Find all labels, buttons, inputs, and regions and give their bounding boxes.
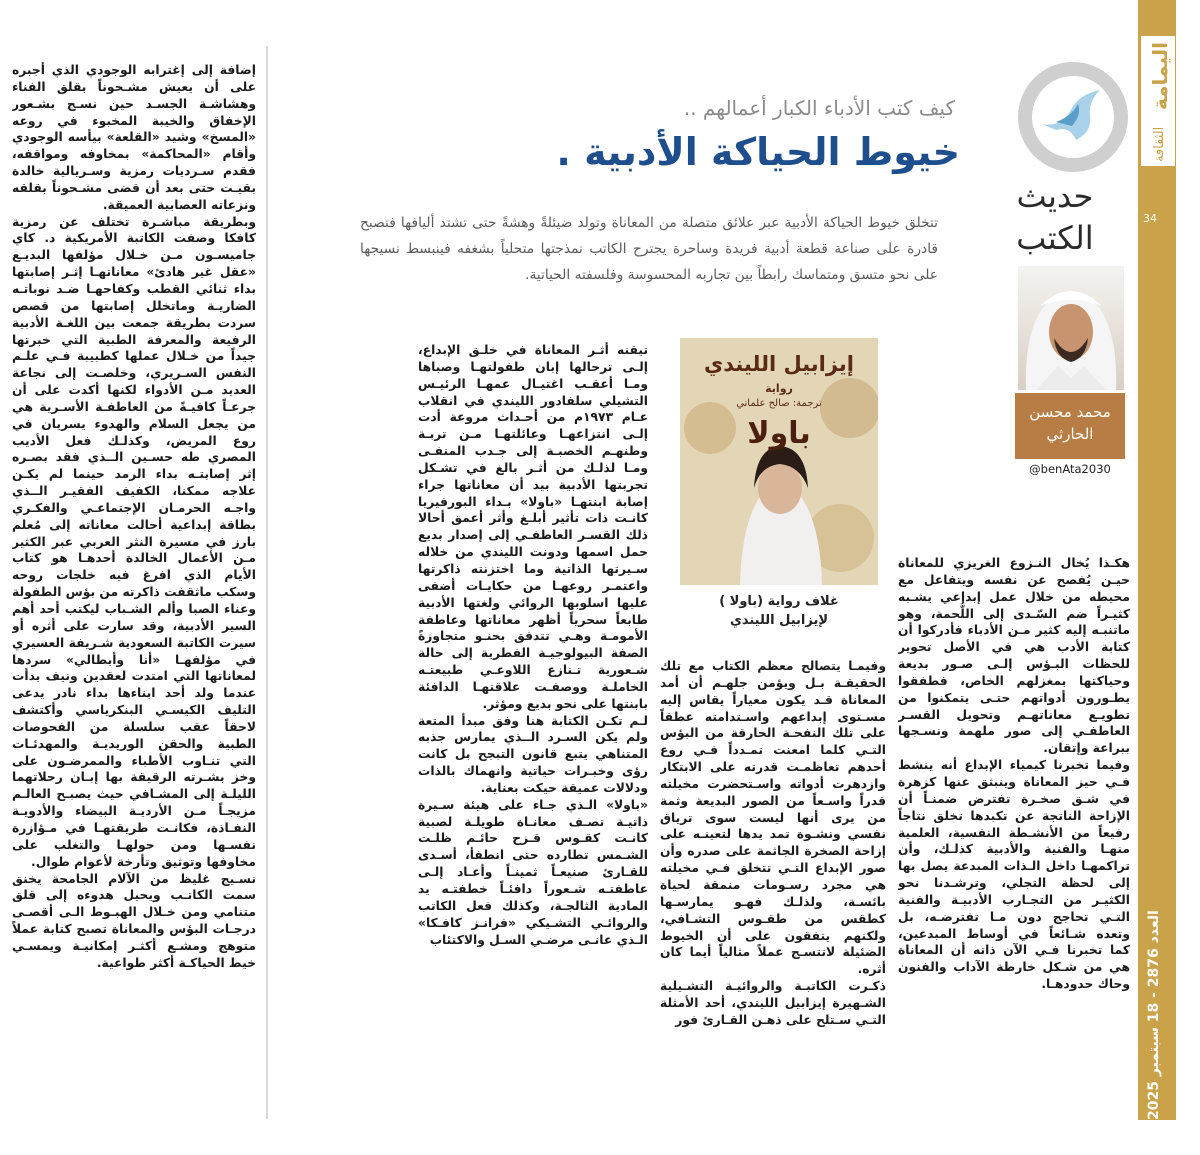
body-column-middle [660,658,886,1105]
author-name-line1: محمد محسن [1029,403,1111,421]
book-cover-title: باولا [747,416,811,451]
paragraph: هكـذا يُخال النـزوع الغريزي للمعاناة حيـن يُفصح عن نفسه ويتفاعل مع محيطه من خلال عمل إبداعي يشـبه كثيـراً ضم السّـدى إلى اللُّحمة، وهو ماتنبـه إليه كثير مـن الأدباء فأدركوا أن كتابة الأدب هي في الأصل تحوير للحظات البـؤس إلـى صـور بديعة وحياكتها بمغزلهم الخاص، فطفقوا يطـورون أدواتهم حتـى يتمكنوا من تطويـع معاناتهـم وتحويل القسـر العاطفـي إلى صور ملهمة ونسـجها ببراعة وإتقان. [898,556,1130,756]
article-deck: كيف كتب الأدباء الكبار أعمالهم .. [683,96,955,120]
book-cover-genre: رواية [765,382,793,395]
author-portrait [1018,266,1124,390]
column-title-line2: الكتب [1016,219,1094,257]
column-title [985,175,1125,259]
book-caption-line1: غلاف رواية (باولا ) [719,594,839,609]
book-caption [660,592,898,630]
column-title-line1: حديث [1016,177,1094,215]
author-name [1015,393,1125,459]
column-badge-inner [1032,76,1114,158]
paragraph: لـم تكـن الكتابة هنا وفق مبدأ المتعة ولم يكن السـرد الــذي يمارس جذبه المتناهي يتبع قانون التبجح بل كانت رؤى وخبـرات حياتية وانهماك بالذات ودلالات عميقة حيكت بعناية. [418,713,648,795]
book-cover-author: إيزابيل الليندي [703,352,855,376]
author-photo [1018,266,1124,390]
bird-icon [1032,76,1114,158]
book-cover-image [680,338,878,585]
author-handle[interactable]: @benAta2030 [1029,462,1111,476]
article-headline: خيوط الحياكة الأدبية . [556,130,960,174]
paragraph: «باولا» الـذي جـاء على هيئة سـيرة ذاتيـة تصـف معانـاة طويلـة لصبية كانـت كقـوس قـزح حائـم ظلـت الشـمس تطارده حتى انطفأ، أسـدى للقـارئ صنيعـاً ثمينـاً وأعـاد إلـى عاطفتـه شـعوراً دافئـاً خطفتـه يد المادية الثالجـة، وكذلك فعل الكاتب والروائـي التشـيكي «فرانـز كافـكا» الـذي عانـى مرضـي السـل والاكتئاب [418,797,648,947]
article-intro: تتخلق خيوط الحياكة الأدبية عبر علائق متصلة من المعاناة وتولد ضيئلةً وهشةً حتى تشتد أليافها فتصبح قادرة على صناعة قطعة أدبية فريدة وساحرة يجترح الكاتب نمذجتها متحلياً بشغفه فينبسط نسيجها على نحو متسق ومتماسك رابطاً بين تجاربه المحسوسة وفلسفته الحياتية. [360,215,938,283]
page-number: 34 [1143,212,1157,225]
magazine-brand: اليمامة [1148,42,1172,110]
issue-info: العدد 2876 - 18 سبتمبر 2025 [1146,910,1162,1120]
paragraph: ذكـرت الكاتبـة والروائيـة التشـيلية الشـهيرة إيزابيل الليندي، أحد الأمثلة التـي سـتلح على ذهـن القـارئ فور [660,979,886,1027]
paragraph: إضافة إلى إغترابه الوجودي الذي أجبره على أن يعيش مشـحوناً بقلق الفناء وهشاشـة الجسـد حين نسـج بشـعور الإخفاق والخيبة المخبوء في روعه «المسخ» وشيد «القلعة» بيأسه الوجودي وأقام «المحاكمة» بمخاوفه ومواقفه، فقدم سـرديات رمزية وسـريالية خالدة بقيـت حتى بعد أن قضى مشـحوناً بقلقه ونزعاته العصابية العميقة. [12,63,256,212]
paragraph: نسـيج غليظ من الآلام الجامحة يخنق سمت الكاتـب ويحيل هدوءه إلى قلق متنامي ومن خـلال الهبـوط الـى أقصـى درجـات البؤس والمعاناة تصبح كتابة عملاً متوهج ومشـع أكثـر إمكانيـة ويمسـي خيط الحياكـة أكثر طواعية. [12,871,256,970]
paragraph: وبطريقة مباشـرة تختلف عن رمزية كافكا وصفت الكاتبة الأمريكية د. كاي جاميسـون مـن خـلال مؤلفها البديـع «عقل غير هادئ» معاناتهـا إثـر إصابتها بداء ثنائي القطب وكفاحهـا ضـد نوباتـه الضاريـة وماتخلل إصابتها من قصص سردت بطريقة جمعت بين اللغـة الأدبية الرفيعة والمعرفة الطبية التي خبرتها جيداً من خـلال عملها كطبيبة فـي علـم النفس السـريري، وخلصـت إلى نجاعة العديد مـن الأدواء لكنها أكدت على أن جرعـاً كافيـةً من العاطفـة الأسـرية هي من يجعل السلام والهدوء يسريان في روع المريض، وكذلـك فعل الأديب المصري طه حسـين الــذي فقد بصـره إثر إصابتـه بداء الرمد حينما لم يكـن علاجه ممكنا، الكفيف الفقيـر الــذي واجـه الحرمـان الإجتماعـي والفكـري بطاقة إبداعية أحالت معاناته إلى مُعلم بارز في مسيرة النثر العربي عبر الكثير مـن الأعمال الخالدة أحدهـا هو كتاب الأيام الذي افرغ فيه خلجات روحه وسكب ماثقفت ذاكرته من بؤس الطفولة وعناء الصبا وألم الشـباب ليكتب أحد أهم السير الأدبية، وقد سارت على أثره أو سيرت الكاتبة السعودية شـريفة العسيري في مؤلفهـا «أنا وأبطالي» سردها لمعاناتها التي امتدت لعقدين ونيف بدأت عندما ولد أحد ابناءها بداء نادر يدعى التليف الكيسـي البنكرياسي وأكتشف لاحقاً عقب سلسلة من الفحوصات الطبية والحقن الوريديـة والمهدئـات التي تنـاوب الأطباء والممرضـون على وخز بشـرته الرقيقة بها إبـان رحلاتهما الليلـة إلى المشـافي حيث يصبـح العالـم مزيجـاً مـن الأرديـة البيضاء والأدويـة النفـاذة، فكانـت طريقتهـا في مـؤازرة نفسـها ومن حولهـا والتغلب على مخاوفها وتوثيق وتأرخة لأعوام طوال. [12,214,256,869]
body-column-left [418,342,648,1104]
author-name-line2: الحارثي [1046,425,1094,443]
paragraph: وفيمـا يتصالح معظم الكتاب مع تلك الحقيقـة بـل ويؤمن جلهـم أن أمد المعاناة قـد يكون معياراً يقاس إليه مسـتوى إبداعهم واسـتدامته عطفاً على تلك النفحـة الحارقة من البؤس التـي كلما امعنت تمـدداً فـي روع أحدهم تعاظمـت قدرته على الابتكار وازدهرت أدواته واسـتحضرت مخيلته قدراً واسـعاً من الصور البديعة وثمة من يرى أنها ليست سوى ترياق نفسي ونشـوة تمد يدها لتعينـه على إزاحة الصخرة الجاثمة على صدره وأن صور الإبداع التـي تتخلق فـي مخيلته هي مجرد رسـومات منمقة لحياة بائسـة، ولذلـك فهـو يمارسـها كطقس من طقـوس التشـافي، ولكنهم يتفقون على أن الخيوط الضئيلة لاتتسـج عملاً مثالياً أيما كان أثره. [660,659,886,977]
body-column-far-left [12,62,256,1112]
paragraph: وفيما تخبرنا كيمياء الإبداع أنه ينشط فـي حيز المعاناة وينبثق عنها كزهرة في شـق صخـرة تفترض ضمنـاً أن الإزاحة الناتجة عن تكبدها تخلق نتاجاً رفيعاً من الأنشـطة النفسية، العلمية منهـا والفنية والأدبية كذلـك، وأن تراكمهـا داخل الـذات المبدعة يصل بها إلى لحظة التجلي، وترشـدنا نحو الكثيـر من التجـارب الأدبيـة والفنية التـي تحاجج دون مـا تفترضـه، بل وتعده شـائعاً في أوساط المبدعين، كما تخبرنا فـي الآن ذاته أن المعاناة هي من شـكل خارطة الآداب والفنون وحاك حدودهـا. [898,758,1130,992]
book-caption-line2: لإيزابيل الليندي [729,613,829,628]
paragraph: تيقنه أثـر المعاناة في خلـق الإبداع، إلـى ترحالها إبان طفولتهـا وصباها ومـا أعقـب اغتيـال عمهـا الرئيـس التشيلي سلفادور الليندي في انقلاب عـام ١٩٧٣م من أحـداث مروعة أدت إلـى انتزاعهـا وعائلتهـا مـن تربـة وطنهـم الخصبـة إلى جـدب المنفـى ومـا لذلـك من أثـر بالغ في تشـكل تجربتها الأدبية بيد أن معاناتها جراء إصابة ابنتهـا «باولا» بـداء البورفيريا كانـت ذات تأثير أبلـغ وأثر أعمق أحالا ذلك القسـر العاطفـي إلى إصدار بديع حمل اسمها ودونت الليندي من خلاله سـيرتها الذاتية وما اختزنته ذاكرتها واعتمـر روعهـا من حكايـات أضفى عليها اسلوبها الروائي ولغتها الأدبية طابعاً سحرياً أظهر معاناتها وعاطفة الأمومـة وهـي تتدفق بحنـو متجاوزةً الصفة البيولوجيـة الفطرية إلى حالة شـعورية تـنازع اللاوعـي طبيعتـه الخاملـة ووصفـت علاقتهـا الدافئة بابنتها على نحو بديع ومؤثر. [418,343,648,711]
body-column-right [898,555,1130,1105]
column-divider [266,46,268,1119]
section-label: الثقافة [1152,126,1167,162]
book-cover-translator: ترجمة: صالح علماني [736,398,822,409]
